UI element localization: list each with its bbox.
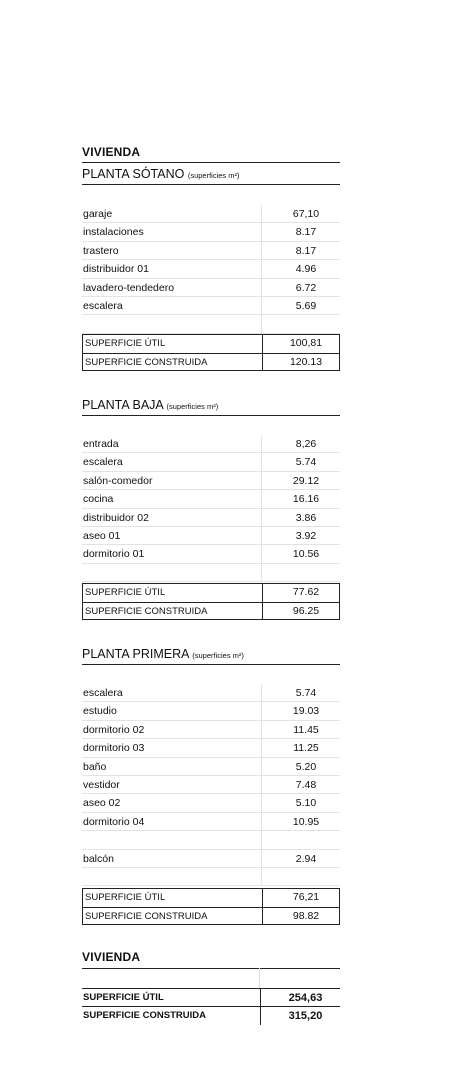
- room-area: 8.17: [261, 223, 340, 240]
- total-util-value: 76,21: [262, 889, 339, 907]
- total-construida-value: 96.25: [262, 603, 339, 620]
- spacer-cell: [82, 315, 261, 332]
- room-name: baño: [83, 760, 107, 773]
- room-name: cocina: [83, 493, 114, 506]
- summary-totals: [82, 988, 340, 1025]
- total-construida-row: [83, 602, 339, 620]
- room-name: estudio: [83, 705, 117, 718]
- room-area: 3.92: [261, 527, 340, 544]
- summary-construida-label: SUPERFICIE CONSTRUIDA: [83, 1010, 206, 1021]
- table-row: [82, 850, 340, 868]
- total-util-row: [83, 889, 339, 907]
- title-rule: [82, 162, 340, 163]
- spacer-cell: [82, 868, 261, 885]
- summary-column-divider: [259, 968, 260, 988]
- rows-sotano: [82, 205, 340, 334]
- table-row: [82, 794, 340, 812]
- room-area: 5.69: [261, 297, 340, 314]
- room-name: balcón: [83, 852, 114, 865]
- total-construida-label: SUPERFICIE CONSTRUIDA: [85, 356, 208, 368]
- room-name: escalera: [83, 456, 123, 469]
- room-name: escalera: [83, 299, 123, 312]
- room-name: aseo 02: [83, 797, 121, 810]
- total-util-row: [83, 335, 339, 353]
- summary-construida-value: 315,20: [260, 1007, 340, 1025]
- table-spacer-row: [82, 315, 340, 333]
- room-area: [261, 831, 340, 848]
- room-area: 5.20: [261, 758, 340, 775]
- room-name: entrada: [83, 438, 119, 450]
- section-rule-primera: [82, 664, 340, 665]
- summary-util-label: SUPERFICIE ÚTIL: [83, 992, 164, 1003]
- room-name: aseo 01: [83, 529, 121, 542]
- room-name: distribuidor 01: [83, 263, 149, 276]
- section-note-primera: (superficies m²): [192, 651, 244, 660]
- table-spacer-row: [82, 868, 340, 886]
- table-row: [82, 490, 340, 508]
- section-rule-sotano: [82, 184, 340, 185]
- totals-primera: [82, 888, 340, 925]
- section-note-baja: (superficies m²): [166, 402, 219, 411]
- table-row: [82, 776, 340, 794]
- table-row: [82, 739, 340, 757]
- document-title: VIVIENDA: [82, 145, 141, 159]
- room-name: distribuidor 02: [83, 511, 149, 524]
- table-row: [82, 684, 340, 702]
- room-area: 19.03: [261, 702, 340, 719]
- total-construida-row: [83, 353, 339, 371]
- table-row: [82, 260, 340, 278]
- room-area: 3.86: [261, 509, 340, 526]
- room-area: 11.25: [261, 739, 340, 756]
- total-util-row: [83, 584, 339, 602]
- table-row: [82, 472, 340, 490]
- table-row: [82, 242, 340, 260]
- room-name: garaje: [83, 208, 113, 220]
- total-construida-label: SUPERFICIE CONSTRUIDA: [85, 605, 208, 617]
- room-name: instalaciones: [83, 226, 144, 239]
- spacer-cell: [261, 564, 340, 581]
- summary-util-value: 254,63: [260, 989, 340, 1006]
- section-title-primera: [82, 646, 340, 664]
- section-note-sotano: (superficies m²): [187, 171, 240, 180]
- table-row: [82, 702, 340, 720]
- room-area: 29.12: [261, 472, 340, 489]
- table-row: [82, 509, 340, 527]
- room-name: trastero: [83, 244, 119, 257]
- section-title-sotano: [82, 166, 340, 184]
- section-rule-baja: [82, 415, 340, 416]
- table-row: [82, 758, 340, 776]
- table-row: [82, 435, 340, 453]
- table-row: [82, 223, 340, 241]
- section-title-baja-text: PLANTA BAJA: [82, 398, 164, 412]
- room-area: 67,10: [261, 205, 340, 222]
- room-name: lavadero-tendedero: [83, 281, 175, 294]
- spacer-cell: [261, 868, 340, 885]
- table-spacer-row: [82, 564, 340, 582]
- room-name: [82, 831, 261, 848]
- room-area: 11.45: [261, 721, 340, 738]
- total-util-label: SUPERFICIE ÚTIL: [85, 587, 166, 598]
- spacer-cell: [82, 564, 261, 581]
- room-area: 5.10: [261, 794, 340, 811]
- total-util-value: 100,81: [262, 335, 339, 353]
- room-name: dormitorio 04: [83, 815, 145, 828]
- section-title-primera-text: PLANTA PRIMERA: [82, 647, 189, 661]
- totals-sotano: [82, 334, 340, 371]
- table-row: [82, 279, 340, 297]
- room-name: vestidor: [83, 778, 120, 791]
- total-construida-label: SUPERFICIE CONSTRUIDA: [85, 910, 208, 922]
- summary-rule: [82, 968, 340, 969]
- room-area: 5.74: [261, 453, 340, 470]
- room-area: 10.95: [261, 813, 340, 830]
- total-construida-value: 120.13: [262, 354, 339, 371]
- totals-baja: [82, 583, 340, 620]
- room-area: 7.48: [261, 776, 340, 793]
- room-area: 10.56: [261, 545, 340, 562]
- table-row: [82, 721, 340, 739]
- table-row: [82, 453, 340, 471]
- room-name: dormitorio 02: [83, 723, 145, 736]
- room-name: dormitorio 01: [83, 548, 145, 561]
- total-util-value: 77.62: [262, 584, 339, 602]
- table-row: [82, 297, 340, 315]
- total-construida-value: 98.82: [262, 908, 339, 925]
- total-construida-row: [83, 907, 339, 925]
- room-area: 5.74: [261, 684, 340, 701]
- table-row: [82, 205, 340, 223]
- room-name: salón-comedor: [83, 474, 153, 487]
- total-util-label: SUPERFICIE ÚTIL: [85, 338, 166, 349]
- room-area: 6.72: [261, 279, 340, 296]
- summary-construida-row: [82, 1007, 340, 1025]
- room-area: 2.94: [261, 850, 340, 867]
- room-area: 4.96: [261, 260, 340, 277]
- spacer-cell: [261, 315, 340, 332]
- summary-title: VIVIENDA: [82, 950, 141, 964]
- rows-baja: [82, 435, 340, 582]
- room-name: escalera: [83, 687, 123, 699]
- table-row: [82, 545, 340, 563]
- room-area: 16.16: [261, 490, 340, 507]
- room-area: 8,26: [261, 435, 340, 452]
- section-title-sotano-text: PLANTA SÓTANO: [82, 167, 185, 181]
- table-row: [82, 813, 340, 831]
- room-area: 8.17: [261, 242, 340, 259]
- summary-util-row: [82, 989, 340, 1007]
- table-row: [82, 831, 340, 849]
- rows-primera: [82, 684, 340, 886]
- section-title-baja: [82, 397, 340, 415]
- table-row: [82, 527, 340, 545]
- room-name: dormitorio 03: [83, 742, 145, 755]
- total-util-label: SUPERFICIE ÚTIL: [85, 892, 166, 903]
